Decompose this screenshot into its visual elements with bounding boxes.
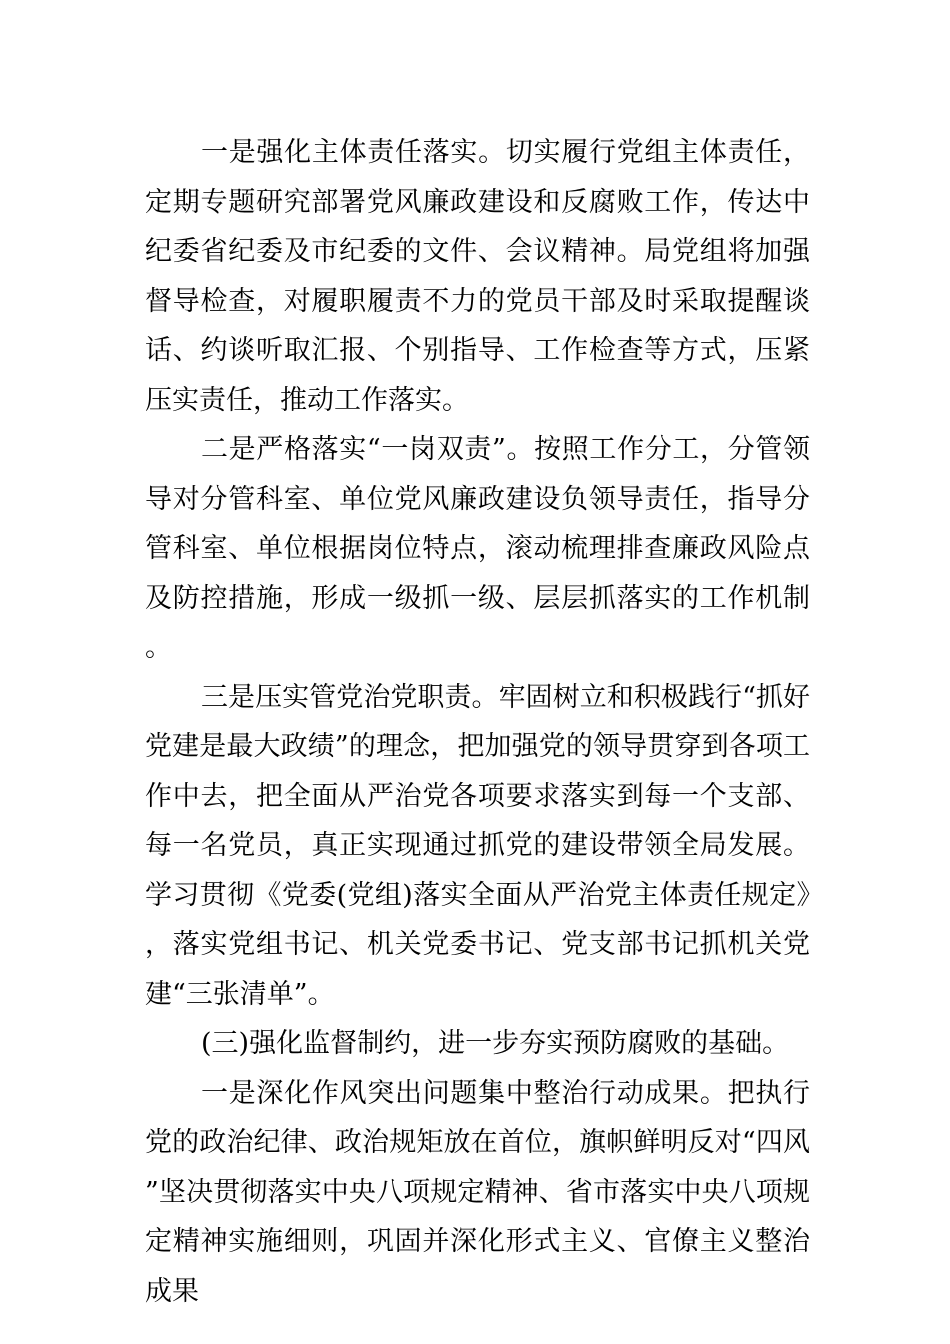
section-heading-supervision: (三)强化监督制约，进一步夯实预防腐败的基础。 xyxy=(201,1028,790,1059)
paragraph-one-post-two-duties: 二是严格落实“一岗双责”。按照工作分工，分管领导对分管科室、单位党风廉政建设负领导责任，指导分管科室、单位根据岗位特点，滚动梳理排查廉政风险点及防控措施，形成一级抓一级、层层抓落实的工作机制。 xyxy=(145,434,810,663)
paragraph-work-style-rectification: 一是深化作风突出问题集中整治行动成果。把执行党的政治纪律、政治规矩放在首位，旗帜鲜明反对“四风”坚决贯彻落实中央八项规定精神、省市落实中央八项规定精神实施细则，巩固并深化形式主义、官僚主义整治成果 xyxy=(145,1077,810,1307)
paragraph-main-responsibility: 一是强化主体责任落实。切实履行党组主体责任，定期专题研究部署党风廉政建设和反腐败工作，传达中纪委省纪委及市纪委的文件、会议精神。局党组将加强督导检查，对履职履责不力的党员干部及时采取提醒谈话、约谈听取汇报、个别指导、工作检查等方式，压紧压实责任，推动工作落实。 xyxy=(145,137,810,416)
document-page xyxy=(145,128,810,1316)
paragraph-party-governance: 三是压实管党治党职责。牢固树立和积极践行“抓好党建是最大政绩”的理念，把加强党的领导贯穿到各项工作中去，把全面从严治党各项要求落实到每一个支部、每一名党员，真正实现通过抓党的建设带领全局发展。学习贯彻《党委(党组)落实全面从严治党主体责任规定》，落实党组书记、机关党委书记、党支部书记抓机关党建“三张清单”。 xyxy=(145,681,810,1010)
